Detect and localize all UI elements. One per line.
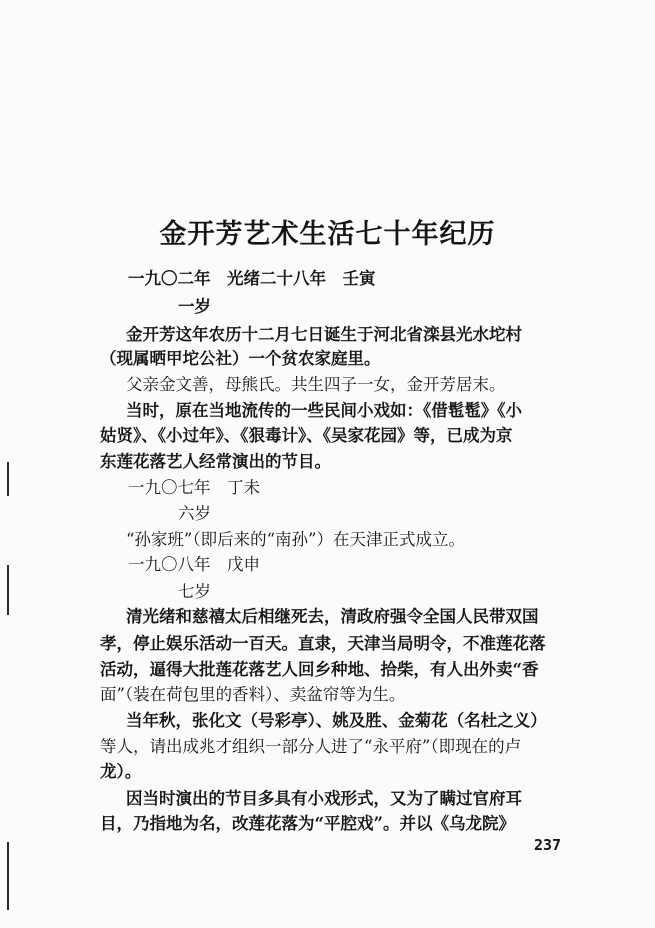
scan-edge-mark [7,565,9,615]
body-text-line: 面”（装在荷包里的香料）、卖盆帘等为生。 [100,685,406,704]
body-text-line: 姑贤》、《小过年》、《狠毒计》、《吴家花园》等，已成为京 [100,426,513,445]
age-label: 六岁 [178,504,211,523]
age-label: 七岁 [178,582,211,601]
body-text-line: “孙家班”（即后来的“南孙”）在天津正式成立。 [126,530,465,549]
scan-edge-mark [7,462,9,496]
year-heading: 一九〇八年 戊申 [128,555,260,574]
body-text-line: （现属晒甲坨公社）一个贫农家庭里。 [100,349,381,368]
body-text-line: 目，乃指地为名，改莲花落为“平腔戏”。并以《乌龙院》 [100,814,515,833]
body-text-line: 金开芳这年农历十二月七日诞生于河北省滦县光水坨村 [126,325,522,344]
body-text-line: 清光绪和慈禧太后相继死去，清政府强令全国人民带双国 [126,607,539,626]
body-text-line: 父亲金文善，母熊氏。共生四子一女，金开芳居末。 [126,375,506,394]
body-text-line: 因当时演出的节目多具有小戏形式，又为了瞒过官府耳 [126,789,522,808]
body-text-line: 当年秋，张化文（号彩亭）、姚及胜、金菊花（名杜之义） [126,711,547,730]
page-number: 237 [534,836,562,854]
body-text-line: 龙）。 [100,762,142,781]
body-text-line: 东莲花落艺人经常演出的节目。 [100,452,331,471]
chapter-title: 金开芳艺术生活七十年纪历 [159,219,496,250]
year-heading: 一九〇二年 光绪二十八年 壬寅 [128,269,376,288]
body-text-line: 孝，停止娱乐活动一百天。直隶，天津当局明令，不准莲花落 [100,634,546,653]
age-label: 一岁 [178,297,211,316]
body-text-line: 当时，原在当地流传的一些民间小戏如：《借髢髢》《小 [126,401,522,420]
body-text-line: 活动，逼得大批莲花落艺人回乡种地、拾柴，有人出外卖“香 [100,660,539,679]
year-heading: 一九〇七年 丁未 [128,478,260,497]
scan-edge-mark [7,842,9,910]
body-text-line: 等人，请出成兆才组织一部分人进了“永平府”（即现在的卢 [100,737,522,756]
